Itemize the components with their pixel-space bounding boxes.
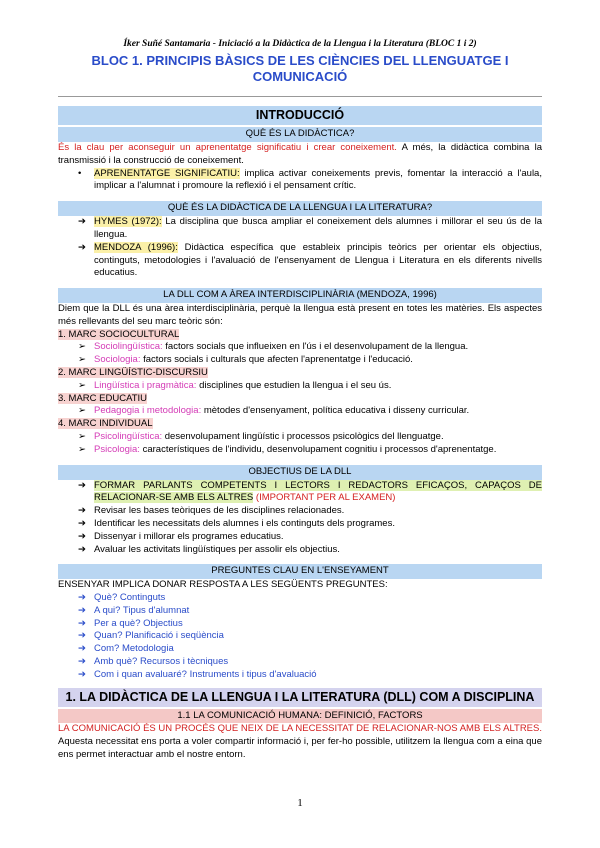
exam-note: (IMPORTANT PER AL EXAMEN) [253, 492, 396, 504]
comunicacio-definition [58, 723, 542, 761]
term-text: disciplines que estudien la llengua i el seu ús. [196, 379, 392, 391]
page-number: 1 [297, 797, 303, 809]
list-item [58, 168, 542, 194]
marc-block [58, 367, 542, 393]
question-dll: QUÈ ÉS LA DIDÀCTICA DE LA LLENGUA I LA LITERATURA? [58, 201, 542, 216]
arrowhead-icon: ➢ [78, 443, 86, 455]
list-item: ➔ Quan? Planificació i seqüència [78, 630, 224, 642]
term-text: Didàctica específica que estableix principis teòrics per orientar els objectius, continguts, metodologies i l'avaluació de l'ensenyament de Llengua i Literatura en els diferents nivells educatius. [94, 241, 542, 279]
list-item: ➔ Dissenyar i millorar els programes educatius. [78, 530, 284, 542]
term-text: mètodes d'ensenyament, política educativa i disseny curricular. [201, 405, 470, 417]
objectius-heading: OBJECTIUS DE LA DLL [58, 465, 542, 480]
preguntes-heading: PREGUNTES CLAU EN L'ENSEYAMENT [58, 564, 542, 579]
list-item: ➔ Com? Metodologia [78, 643, 174, 655]
significatiu-list [58, 168, 542, 194]
marc-title: 2. MARC LINGÜÍSTIC-DISCURSIU [58, 367, 208, 378]
arrow-icon: ➔ [78, 517, 86, 529]
term: MENDOZA (1996): [94, 241, 178, 253]
definition-highlight: LA COMUNICACIÓ ÉS UN PROCÉS QUE NEIX DE LA NECESSITAT DE RELACIONAR-NOS AMB ELS ALTRES. [58, 723, 542, 735]
bullet-icon: • [78, 167, 82, 179]
arrowhead-icon: ➢ [78, 431, 86, 443]
term-text: La disciplina que busca ampliar el coneixement dels alumnes i millorar el seu ús de la llengua. [94, 216, 542, 240]
dll-intro: Diem que la DLL és una àrea interdisciplinària, perquè la llengua està present en totes les matèries. Els aspectes més rellevants del seu marc teòric són: [58, 302, 542, 327]
didactica-definition [58, 142, 542, 168]
term: Sociolingüística: [94, 341, 163, 353]
objectius-list [58, 480, 542, 557]
arrow-icon: ➔ [78, 543, 86, 555]
definition-highlight: És la clau per aconseguir un aprenentatge significatiu i crear coneixement. [58, 142, 397, 153]
arrow-icon: ➔ [78, 643, 86, 655]
running-head: Íker Suñé Santamaria - Iniciació a la Didàctica de la Llengua i la Literatura (BLOC 1 i 2) [123, 39, 477, 49]
arrow-icon: ➔ [78, 656, 86, 668]
list-item: ➔ Què? Continguts [78, 592, 166, 603]
list-item [58, 380, 542, 393]
main-objective: FORMAR PARLANTS COMPETENTS I LECTORS I REDACTORS EFICAÇOS, CAPAÇOS DE RELACIONAR-SE AMB ELS ALTRES [94, 479, 542, 504]
preguntes-list [58, 592, 542, 682]
list-item [58, 405, 542, 418]
list-item [58, 480, 542, 506]
marc-title: 3. MARC EDUCATIU [58, 392, 148, 404]
dll-heading: LA DLL COM A ÀREA INTERDISCIPLINÀRIA (MENDOZA, 1996) [58, 288, 542, 303]
term-text: característiques de l'individu, desenvolupament cognitiu i processos d'aprenentatge. [139, 443, 497, 455]
list-item: ➔ Com i quan avaluaré? Instruments i tipus d'avaluació [78, 668, 317, 680]
arrow-icon: ➔ [78, 505, 86, 517]
arrow-icon: ➔ [78, 216, 86, 228]
arrowhead-icon: ➢ [78, 405, 86, 417]
list-item [58, 216, 542, 242]
list-item: ➔ A qui? Tipus d'alumnat [78, 604, 190, 616]
arrowhead-icon: ➢ [78, 379, 86, 391]
list-item [58, 444, 542, 457]
marc-block [58, 393, 542, 419]
marc-title: 4. MARC INDIVIDUAL [58, 418, 153, 430]
term: Pedagogia i metodologia: [94, 405, 202, 417]
marc-title: 1. MARC SOCIOCULTURAL [58, 328, 180, 340]
list-item: ➔ Revisar les bases teòriques de les disciplines relacionades. [78, 505, 345, 517]
arrow-icon: ➔ [78, 668, 86, 680]
arrowhead-icon: ➢ [78, 354, 86, 366]
list-item [58, 354, 542, 367]
arrow-icon: ➔ [78, 604, 86, 616]
page-title: BLOC 1. PRINCIPIS BÀSICS DE LES CIÈNCIES DEL LLENGUATGE I COMUNICACIÓ [91, 52, 509, 85]
term-text: factors socials que influeixen en l'ús i el desenvolupament de la llengua. [162, 341, 469, 353]
question-didactica: QUÈ ÉS LA DIDÀCTICA? [58, 127, 542, 142]
arrow-icon: ➔ [78, 479, 86, 491]
term: HYMES (1972): [94, 216, 162, 228]
term-text: desenvolupament lingüístic i processos psicològics del llenguatge. [162, 431, 444, 443]
definitions-list [58, 216, 542, 280]
list-item [58, 341, 542, 354]
list-item: ➔ Per a què? Objectius [78, 617, 183, 629]
term: Lingüística i pragmàtica: [94, 379, 197, 391]
term-text: implica activar coneixements previs, fomentar la interacció a l'aula, implicar a l'alumnat i promoure la reflexió i el pensament crític. [94, 167, 542, 192]
term: Psicologia: [94, 443, 140, 455]
marc-block [58, 418, 542, 456]
arrowhead-icon: ➢ [78, 341, 86, 353]
list-item [58, 242, 542, 280]
arrow-icon: ➔ [78, 530, 86, 542]
term: Sociologia: [94, 354, 141, 366]
arrow-icon: ➔ [78, 630, 86, 642]
list-item: ➔ Amb què? Recursos i tècniques [78, 656, 229, 668]
definition-rest: Aquesta necessitat ens porta a voler compartir informació i, per fer-ho possible, utilitzem la llengua com a eina que ens permet interactuar amb el nostre entorn. [58, 736, 542, 760]
section1-heading: 1. LA DIDÀCTICA DE LA LLENGUA I LA LITERATURA (DLL) COM A DISCIPLINA [58, 688, 542, 707]
section1-subheading: 1.1 LA COMUNICACIÓ HUMANA: DEFINICIÓ, FACTORS [58, 709, 542, 724]
list-item: ➔ Avaluar les activitats lingüístiques per assolir els objectius. [78, 543, 340, 555]
intro-heading: INTRODUCCIÓ [58, 106, 542, 125]
term-text: factors socials i culturals que afecten l'aprenentatge i l'educació. [140, 354, 413, 366]
arrow-icon: ➔ [78, 241, 86, 253]
definition-rest: A més, la didàctica combina la transmissió i la construcció de coneixement. [58, 142, 542, 166]
arrow-icon: ➔ [78, 592, 86, 603]
preguntes-intro: ENSENYAR IMPLICA DONAR RESPOSTA A LES SEGÜENTS PREGUNTES: [58, 579, 388, 591]
arrow-icon: ➔ [78, 617, 86, 629]
term: APRENENTATGE SIGNIFICATIU: [94, 167, 240, 179]
marc-block [58, 329, 542, 367]
term: Psicolingüística: [94, 431, 163, 443]
divider [58, 96, 542, 97]
list-item [58, 431, 542, 444]
list-item: ➔ Identificar les necessitats dels alumnes i els continguts dels programes. [78, 517, 395, 529]
